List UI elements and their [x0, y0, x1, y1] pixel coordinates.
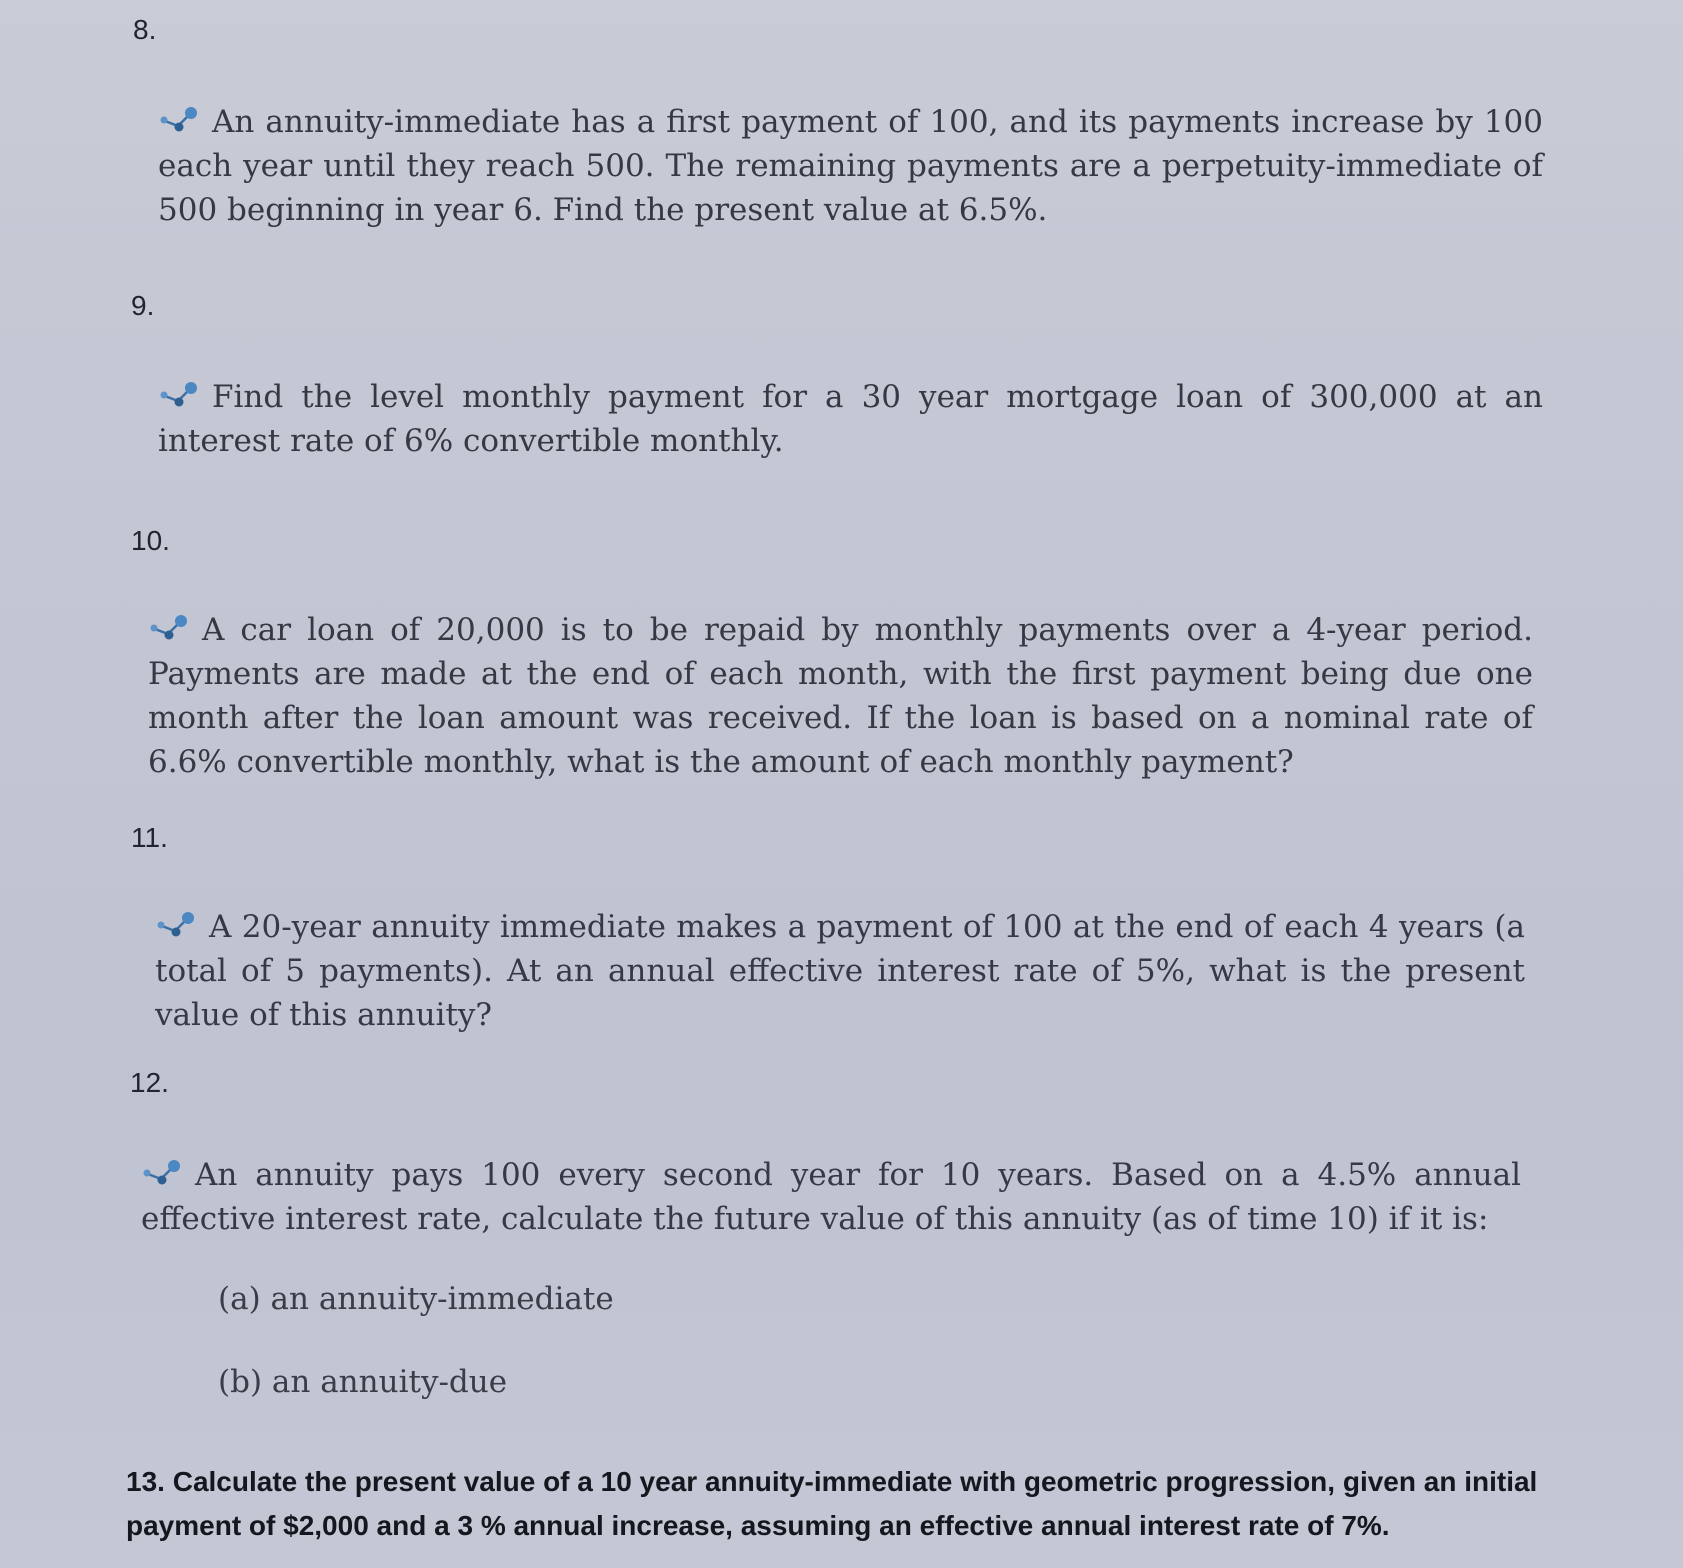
question-number-10: 10. [131, 525, 170, 556]
question-text-8 [158, 100, 1543, 232]
question-number-11: 11. [131, 822, 168, 853]
question-number-9: 9. [131, 290, 155, 321]
question-body-12: An annuity pays 100 every second year for 10 years. Based on a 4.5% annual effective interest rate, calculate the future value of this annuity (as of time 10) if it is: [141, 1157, 1521, 1237]
question-12-part-a: (a) an annuity-immediate [218, 1281, 614, 1317]
question-text-12 [141, 1153, 1521, 1241]
question-12-part-b: (b) an annuity-due [218, 1364, 508, 1400]
question-body-11: A 20-year annuity immediate makes a payment of 100 at the end of each 4 years (a total of 5 payments). At an annual effective interest rate of 5%, what is the present value of this annuity? [155, 909, 1525, 1033]
share-nodes-icon [158, 381, 206, 411]
share-nodes-icon [141, 1159, 189, 1189]
question-body-13: Calculate the present value of a 10 year annuity-immediate with geometric progression, given an initial payment of $2,000 and a 3 % annual increase, assuming an effective annual interest rate of 7%. [126, 1466, 1538, 1541]
question-body-9: Find the level monthly payment for a 30 year mortgage loan of 300,000 at an interest rate of 6% convertible monthly. [158, 379, 1543, 459]
question-body-10: A car loan of 20,000 is to be repaid by monthly payments over a 4-year period. Payments are made at the end of each month, with the first payment being due one month after the loan amount was received. If the loan is based on a nominal rate of 6.6% convertible monthly, what is the amount of each monthly payment? [148, 612, 1533, 780]
question-text-9 [158, 375, 1543, 463]
question-number-12: 12. [130, 1067, 169, 1098]
share-nodes-icon [158, 106, 206, 136]
question-text-13 [126, 1460, 1546, 1548]
share-nodes-icon [148, 614, 196, 644]
question-number-8: 8. [133, 14, 157, 45]
question-text-11 [155, 905, 1525, 1037]
share-nodes-icon [155, 911, 203, 941]
question-number-13: 13. [126, 1466, 165, 1497]
question-body-8: An annuity-immediate has a first payment of 100, and its payments increase by 100 each year until they reach 500. The remaining payments are a perpetuity-immediate of 500 beginning in year 6. Find the present value at 6.5%. [158, 104, 1543, 228]
question-text-10 [148, 608, 1533, 784]
